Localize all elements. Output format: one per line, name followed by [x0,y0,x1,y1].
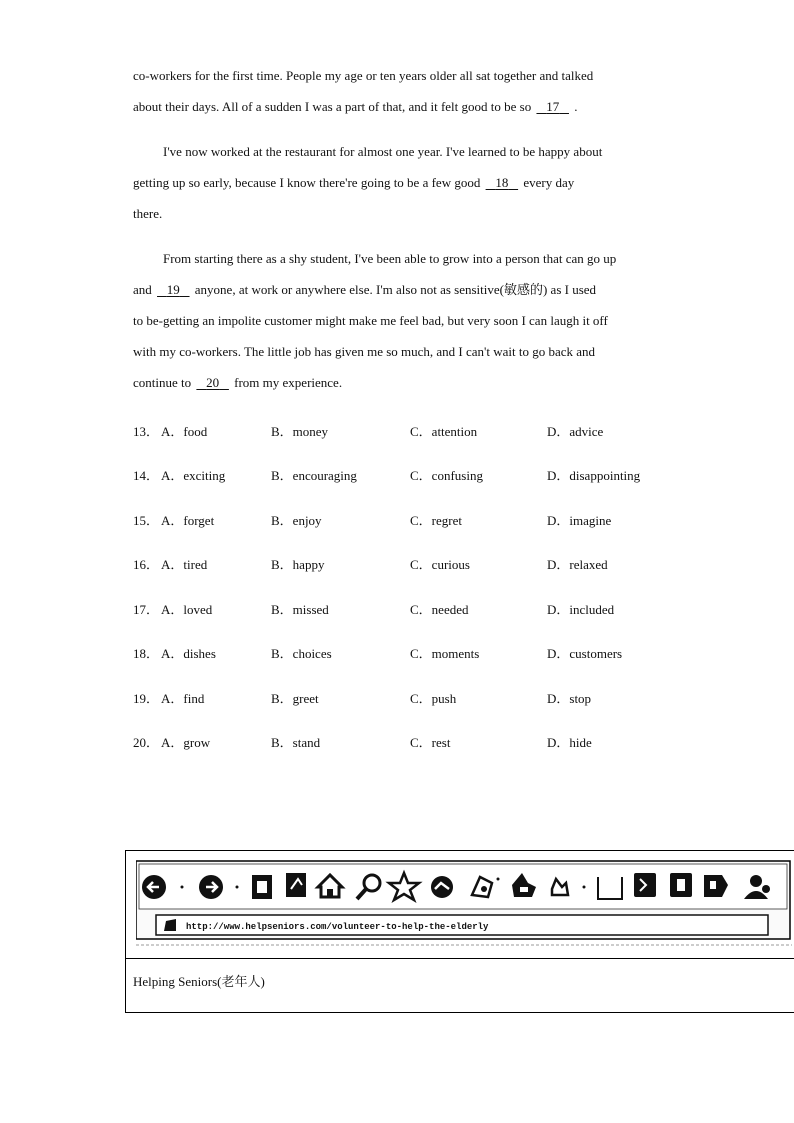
paragraph-3-line-3: to be-getting an impolite customer might make me feel bad, but very soon I can laugh it off [133,313,608,328]
browser-toolbar-image [136,859,792,951]
tools-icon [634,873,656,897]
option-a: A．exciting [161,468,226,483]
option-d: D．stop [547,691,592,706]
passage-paragraph-3 [133,243,663,398]
option-a: A．tired [161,557,208,572]
option-b: B．enjoy [271,513,322,528]
option-a: A．dishes [161,646,216,661]
line-text: and [133,282,152,297]
blank-19: 19 [166,282,180,297]
paragraph-3-line-1: From starting there as a shy student, I've been able to grow into a person that can go up [163,251,617,266]
image-caption: Helping Seniors(老年人) [133,974,265,989]
option-b: B．happy [271,557,325,572]
option-a: A．grow [161,735,211,750]
question-row [133,643,693,663]
option-d: D．imagine [547,513,612,528]
passage-paragraph-1 [133,60,663,122]
option-a: A．food [161,424,208,439]
image-table [125,850,794,1013]
question-number: 19． [133,691,160,706]
blank-20: 20 [206,375,220,390]
line-text: getting up so early, because I know there're going to be a few good [133,175,481,190]
option-b: B．choices [271,646,332,661]
option-d: D．hide [547,735,592,750]
question-row [133,688,693,708]
line-text: about their days. All of a sudden I was a part of that, and it felt good to be so [133,99,532,114]
passage-paragraph-2 [133,136,663,229]
line-text: from my experience. [234,375,343,390]
forward-arrow-icon [199,875,223,899]
paragraph-1-line-1: co-workers for the first time. People my age or ten years older all sat together and talked [133,68,594,83]
option-d: D．included [547,602,615,617]
paragraph-3-line-2 [133,274,663,305]
paragraph-1-line-2 [133,91,663,122]
question-row [133,465,693,485]
option-b: B．greet [271,691,319,706]
refresh-page-icon [286,873,306,897]
question-number: 14． [133,468,160,483]
line-text: anyone, at work or anywhere else. I'm also not as sensitive(敏感的) as I used [194,282,597,297]
question-row [133,510,693,530]
option-b: B．missed [271,602,329,617]
question-number: 20． [133,735,160,750]
option-c: C．regret [410,513,462,528]
line-text: continue to [133,375,192,390]
option-c: C．push [410,691,457,706]
question-number: 16． [133,557,160,572]
paragraph-3-line-5 [133,367,663,398]
page-icon [252,875,272,899]
question-row [133,421,693,441]
option-a: A．forget [161,513,215,528]
address-bar-url: http://www.helpseniors.com/volunteer-to-help-the-elderly [186,922,489,932]
question-row [133,554,693,574]
option-d: D．customers [547,646,623,661]
question-row [133,599,693,619]
option-c: C．rest [410,735,451,750]
option-d: D．advice [547,424,604,439]
option-c: C．confusing [410,468,483,483]
paragraph-3-line-4: with my co-workers. The little job has given me so much, and I can't wait to go back and [133,344,596,359]
question-number: 15． [133,513,160,528]
paragraph-2-line-3: there. [133,206,163,221]
media-icon [670,873,692,897]
blank-18: 18 [495,175,509,190]
paragraph-2-line-2 [133,167,663,198]
question-row [133,732,693,752]
option-c: C．needed [410,602,469,617]
option-a: A．find [161,691,205,706]
option-b: B．money [271,424,329,439]
question-number: 18． [133,646,160,661]
option-c: C．moments [410,646,480,661]
option-d: D．disappointing [547,468,641,483]
paragraph-2-line-1: I've now worked at the restaurant for almost one year. I've learned to be happy about [163,144,603,159]
option-b: B．encouraging [271,468,357,483]
blank-17: 17 [546,99,560,114]
option-d: D．relaxed [547,557,608,572]
option-b: B．stand [271,735,321,750]
table-row-divider [126,958,794,959]
question-number: 17． [133,602,160,617]
option-c: C．attention [410,424,478,439]
option-c: C．curious [410,557,470,572]
history-icon [431,876,453,898]
question-number: 13． [133,424,160,439]
line-text: every day [523,175,575,190]
back-arrow-icon [142,875,166,899]
line-text: . [574,99,578,114]
option-a: A．loved [161,602,213,617]
